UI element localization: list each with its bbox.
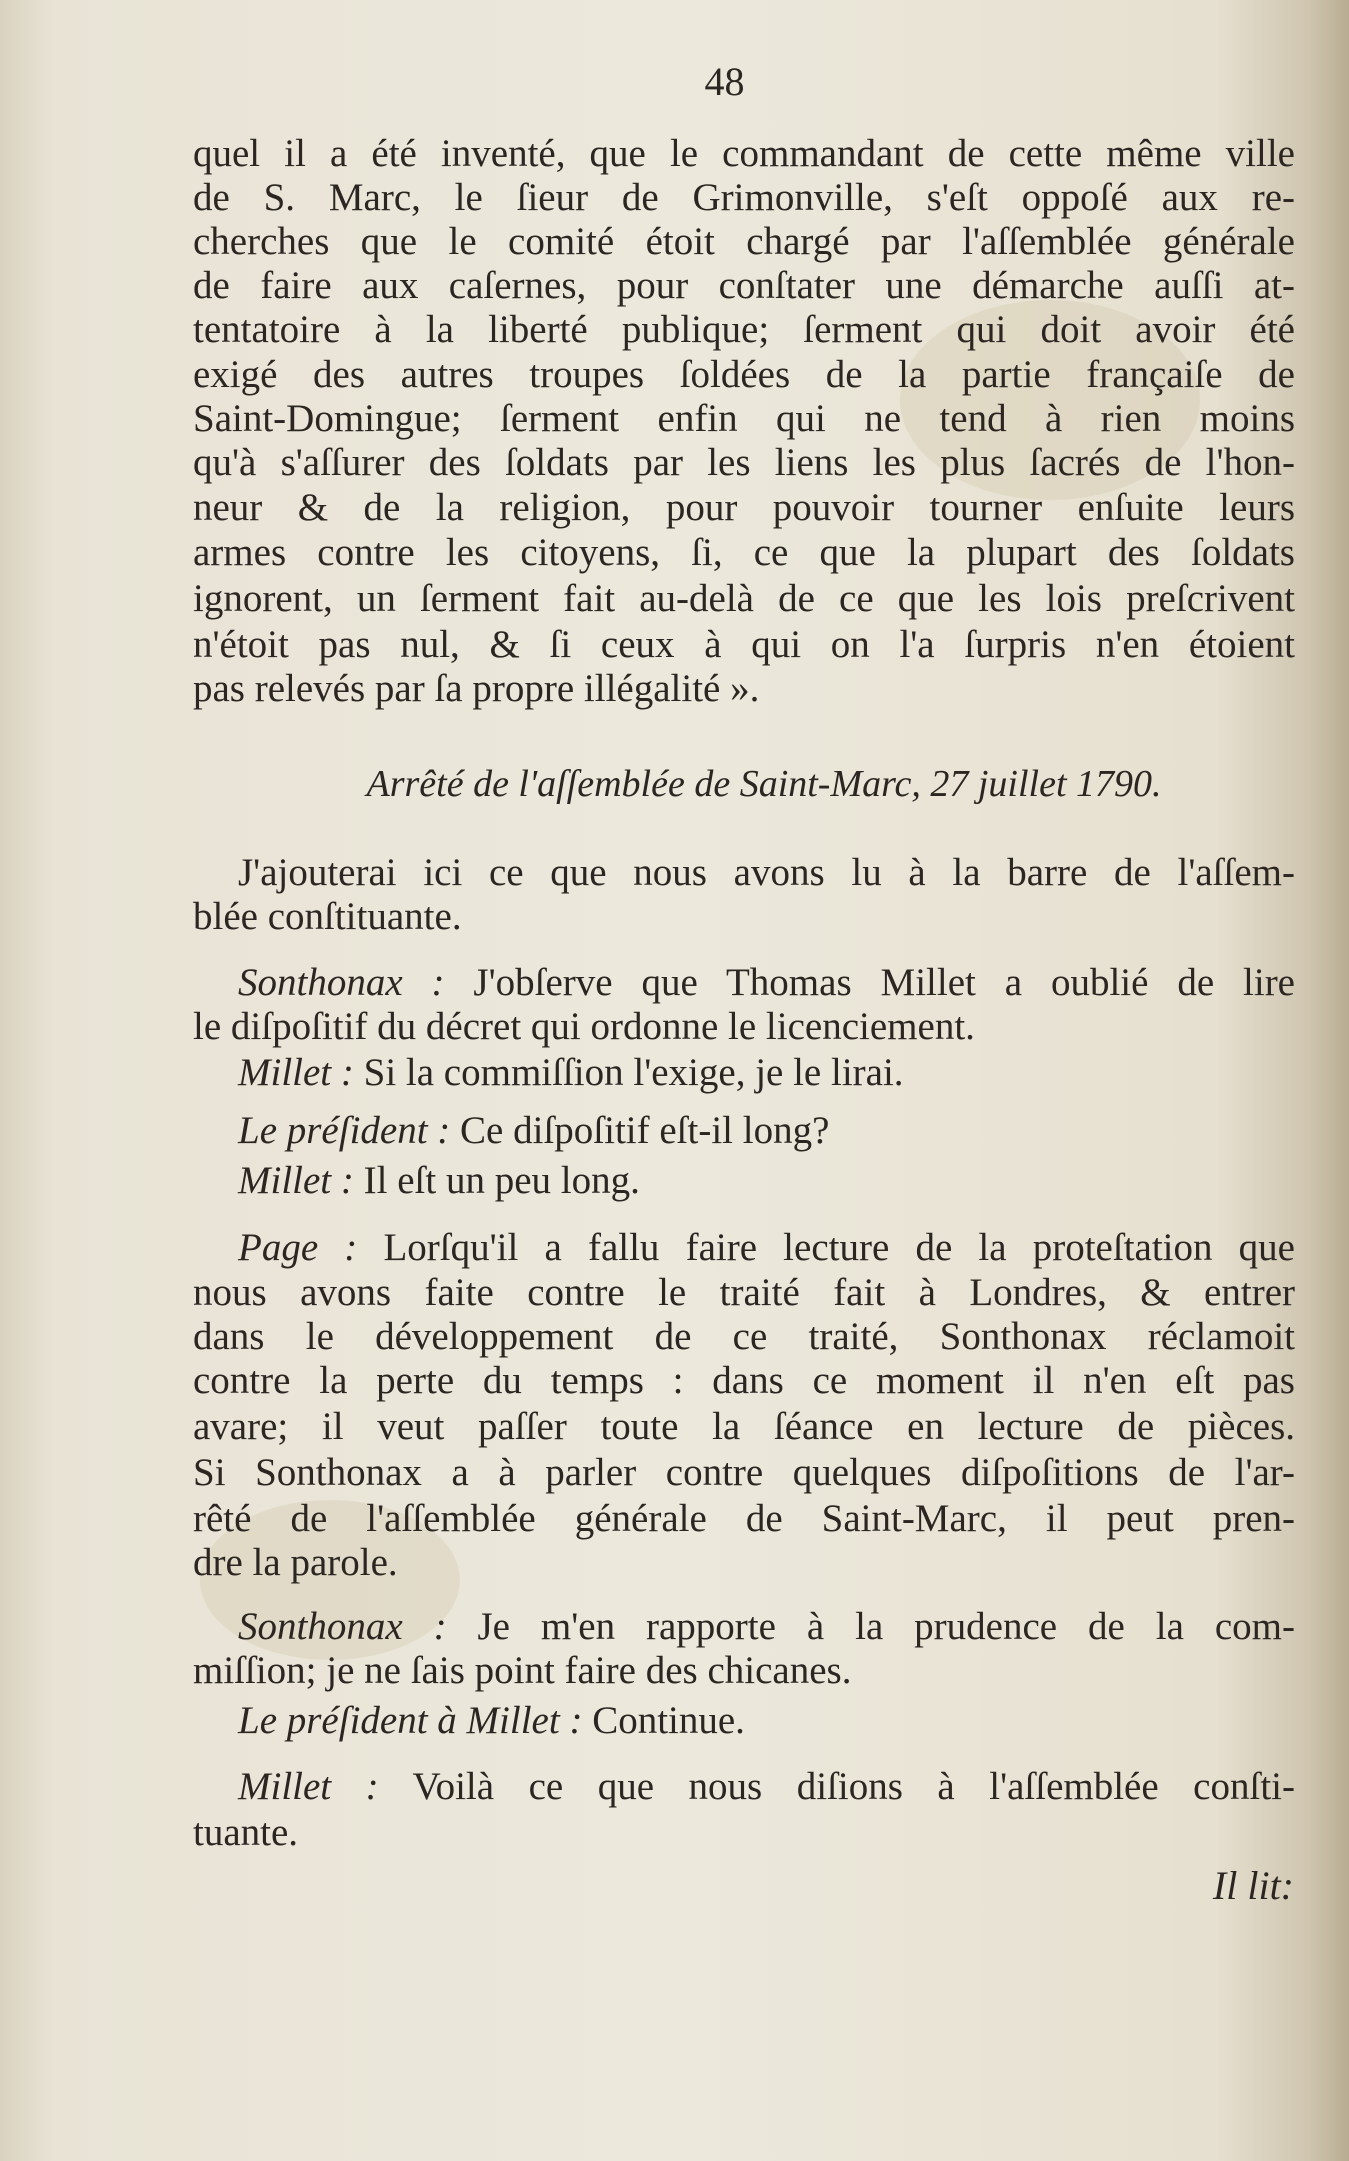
text-line bbox=[193, 219, 1295, 264]
text-line bbox=[193, 1050, 1295, 1095]
text-line bbox=[193, 1314, 1295, 1359]
line-text: cherches que le comité étoit chargé par l'aſſemblée générale bbox=[193, 220, 1295, 263]
line-text: neur & de la religion, pour pouvoir tourner enſuite leurs bbox=[193, 486, 1295, 529]
line-text: Il eſt un peu long. bbox=[353, 1159, 640, 1202]
line-text: Saint-Domingue; ſerment enfin qui ne tend à rien moins bbox=[193, 397, 1295, 440]
text-line bbox=[193, 530, 1295, 575]
catchword: Il lit: bbox=[1212, 1863, 1294, 1908]
text-line bbox=[193, 1496, 1295, 1541]
section-heading: Arrêté de l'aſſemblée de Saint-Marc, 27 juillet 1790. bbox=[366, 763, 1162, 805]
text-line bbox=[193, 1698, 1295, 1743]
line-text: Si Sonthonax a à parler contre quelques diſpoſitions de l'ar- bbox=[193, 1451, 1295, 1494]
speaker-name: Le préſident à Millet : bbox=[238, 1699, 583, 1742]
text-line bbox=[193, 850, 1295, 895]
line-text: ignorent, un ſerment fait au-delà de ce que les lois preſcrivent bbox=[193, 577, 1295, 620]
line-text: contre la perte du temps : dans ce moment il n'en eſt pas bbox=[193, 1359, 1295, 1402]
line-text: exigé des autres troupes ſoldées de la partie françaiſe de bbox=[193, 353, 1295, 396]
line-text: Je m'en rapporte à la prudence de la com- bbox=[446, 1605, 1295, 1648]
speaker-name: Sonthonax : bbox=[238, 961, 445, 1004]
text-line bbox=[193, 1810, 1295, 1855]
page-number: 48 bbox=[704, 59, 745, 104]
line-text: J'ajouterai ici ce que nous avons lu à la barre de l'aſſem- bbox=[238, 851, 1295, 894]
line-text: Voilà ce que nous diſions à l'aſſemblée conſti- bbox=[378, 1765, 1295, 1808]
text-line bbox=[193, 1270, 1295, 1315]
line-text: Ce diſpoſitif eſt-il long? bbox=[450, 1109, 830, 1152]
text-line bbox=[193, 622, 1295, 667]
text-line bbox=[193, 307, 1295, 352]
text-line bbox=[193, 1604, 1295, 1649]
line-text: dans le développement de ce traité, Sonthonax réclamoit bbox=[193, 1315, 1295, 1358]
line-text: Lorſqu'il a fallu faire lecture de la proteſtation que bbox=[357, 1226, 1295, 1269]
line-text: de S. Marc, le ſieur de Grimonville, s'eſt oppoſé aux re- bbox=[193, 176, 1295, 219]
text-line bbox=[193, 666, 1295, 711]
line-text: avare; il veut paſſer toute la ſéance en lecture de pièces. bbox=[193, 1405, 1295, 1448]
text-line bbox=[193, 1358, 1295, 1403]
text-line bbox=[193, 1108, 1295, 1153]
text-line bbox=[193, 1764, 1295, 1809]
text-line bbox=[193, 263, 1295, 308]
text-line bbox=[193, 1158, 1295, 1203]
line-text: n'étoit pas nul, & ſi ceux à qui on l'a ſurpris n'en étoient bbox=[193, 623, 1295, 666]
text-line bbox=[193, 1648, 1295, 1693]
text-line bbox=[193, 1004, 1295, 1049]
text-line bbox=[193, 352, 1295, 397]
text-line bbox=[193, 1225, 1295, 1270]
line-text: Continue. bbox=[582, 1699, 745, 1742]
line-text: nous avons faite contre le traité fait à Londres, & entrer bbox=[193, 1271, 1295, 1314]
line-text: Si la commiſſion l'exige, je le lirai. bbox=[353, 1051, 904, 1094]
line-text: armes contre les citoyens, ſi, ce que la plupart des ſoldats bbox=[193, 531, 1295, 574]
speaker-name: Sonthonax : bbox=[238, 1605, 447, 1648]
line-text: quel il a été inventé, que le commandant de cette même ville bbox=[193, 132, 1295, 175]
line-text: tentatoire à la liberté publique; ſerment qui doit avoir été bbox=[193, 308, 1295, 351]
text-line bbox=[193, 576, 1295, 621]
line-text: rêté de l'aſſemblée générale de Saint-Marc, il peut pren- bbox=[193, 1497, 1295, 1540]
speaker-name: Millet : bbox=[238, 1159, 354, 1202]
line-text: miſſion; je ne ſais point faire des chicanes. bbox=[193, 1649, 852, 1692]
text-line bbox=[193, 485, 1295, 530]
text-line bbox=[193, 131, 1295, 176]
text-line bbox=[193, 894, 1295, 939]
line-text: J'obſerve que Thomas Millet a oublié de lire bbox=[444, 961, 1295, 1004]
line-text: de faire aux caſernes, pour conſtater une démarche auſſi at- bbox=[193, 264, 1295, 307]
speaker-name: Page : bbox=[238, 1226, 358, 1269]
line-text: qu'à s'aſſurer des ſoldats par les liens les plus ſacrés de l'hon- bbox=[193, 441, 1295, 484]
text-line bbox=[193, 960, 1295, 1005]
speaker-name: Millet : bbox=[238, 1051, 354, 1094]
speaker-name: Le préſident : bbox=[238, 1109, 451, 1152]
text-line bbox=[193, 1404, 1295, 1449]
text-line bbox=[193, 175, 1295, 220]
line-text: dre la parole. bbox=[193, 1541, 398, 1584]
text-line bbox=[193, 440, 1295, 485]
text-line bbox=[193, 396, 1295, 441]
text-line bbox=[193, 1540, 1295, 1585]
line-text: tuante. bbox=[193, 1811, 299, 1854]
line-text: le diſpoſitif du décret qui ordonne le licenciement. bbox=[193, 1005, 975, 1048]
line-text: blée conſtituante. bbox=[193, 895, 462, 938]
text-line bbox=[193, 1450, 1295, 1495]
speaker-name: Millet : bbox=[238, 1765, 379, 1808]
line-text: pas relevés par ſa propre illégalité ». bbox=[193, 667, 760, 710]
